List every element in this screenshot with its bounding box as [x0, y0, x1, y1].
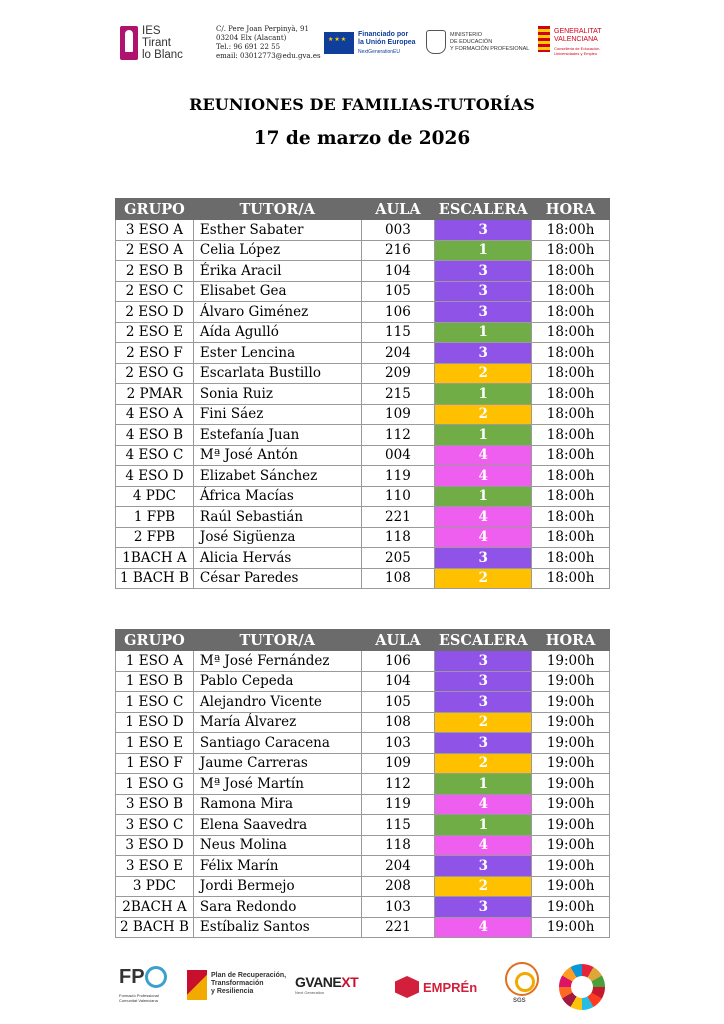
hora-cell: 18:00h [532, 384, 610, 405]
hora-cell: 19:00h [532, 876, 610, 897]
ministry-logo: MINISTERIO DE EDUCACIÓN Y FORMACIÓN PROFESIONAL [426, 28, 536, 58]
hora-cell: 19:00h [532, 815, 610, 836]
hora-cell: 19:00h [532, 692, 610, 713]
tutor-cell: Santiago Caracena [193, 733, 361, 754]
grupo-cell: 4 ESO A [116, 404, 194, 425]
table-row [116, 712, 610, 733]
table-header-row [116, 199, 610, 220]
table-row [116, 671, 610, 692]
hora-cell: 18:00h [532, 240, 610, 261]
eu-flag-icon [324, 32, 354, 54]
tutor-cell: Pablo Cepeda [193, 671, 361, 692]
tutor-cell: Estíbaliz Santos [193, 917, 361, 938]
table-row [116, 322, 610, 343]
aula-cell: 216 [361, 240, 435, 261]
table-row [116, 835, 610, 856]
aula-cell: 115 [361, 815, 435, 836]
tutor-cell: Elizabet Sánchez [193, 466, 361, 487]
grupo-cell: 3 ESO D [116, 835, 194, 856]
generalitat-logo: GENERALITAT VALENCIANA Conselleria de Educación, Universidades y Empleo [538, 26, 610, 60]
escalera-cell: 2 [435, 712, 532, 733]
col-header-tutor: TUTOR/A [193, 199, 361, 220]
tutor-cell: África Macías [193, 486, 361, 507]
aula-cell: 208 [361, 876, 435, 897]
grupo-cell: 2 ESO E [116, 322, 194, 343]
hora-cell: 18:00h [532, 548, 610, 569]
tutor-cell: César Paredes [193, 568, 361, 589]
hora-cell: 18:00h [532, 343, 610, 364]
grupo-cell: 1 BACH B [116, 568, 194, 589]
hora-cell: 19:00h [532, 753, 610, 774]
grupo-cell: 1 ESO F [116, 753, 194, 774]
recovery-plan-mark-icon [187, 970, 207, 1000]
tutor-cell: Érika Aracil [193, 261, 361, 282]
aula-cell: 004 [361, 445, 435, 466]
table-row [116, 753, 610, 774]
grupo-cell: 1 ESO C [116, 692, 194, 713]
hora-cell: 18:00h [532, 322, 610, 343]
escalera-cell: 3 [435, 548, 532, 569]
gvanext-logo: GVANEXT Next Generation [295, 974, 359, 995]
table-row [116, 527, 610, 548]
aula-cell: 221 [361, 507, 435, 528]
col-header-grupo: GRUPO [116, 199, 194, 220]
page-title: REUNIONES DE FAMILIAS-TUTORÍAS [189, 95, 535, 114]
tutor-cell: Alicia Hervás [193, 548, 361, 569]
grupo-cell: 2 ESO F [116, 343, 194, 364]
table-row [116, 240, 610, 261]
table-row [116, 261, 610, 282]
aula-cell: 104 [361, 261, 435, 282]
table-row [116, 548, 610, 569]
hora-cell: 18:00h [532, 507, 610, 528]
grupo-cell: 2 PMAR [116, 384, 194, 405]
hora-cell: 19:00h [532, 712, 610, 733]
hora-cell: 18:00h [532, 281, 610, 302]
tutor-cell: Mª José Martín [193, 774, 361, 795]
aula-cell: 108 [361, 712, 435, 733]
tutor-cell: Sara Redondo [193, 897, 361, 918]
aula-cell: 118 [361, 527, 435, 548]
escalera-cell: 1 [435, 425, 532, 446]
table-row [116, 774, 610, 795]
tutor-cell: Sonia Ruiz [193, 384, 361, 405]
empren-logo: EMPRÉn [395, 974, 477, 1002]
tutor-cell: José Sigüenza [193, 527, 361, 548]
tutor-cell: Escarlata Bustillo [193, 363, 361, 384]
hora-cell: 18:00h [532, 425, 610, 446]
aula-cell: 105 [361, 692, 435, 713]
table-row [116, 404, 610, 425]
aula-cell: 204 [361, 343, 435, 364]
grupo-cell: 3 ESO B [116, 794, 194, 815]
tutor-cell: Raúl Sebastián [193, 507, 361, 528]
escalera-cell: 3 [435, 856, 532, 877]
escalera-cell: 2 [435, 404, 532, 425]
hora-cell: 18:00h [532, 261, 610, 282]
grupo-cell: 1 ESO A [116, 651, 194, 672]
aula-cell: 106 [361, 651, 435, 672]
hora-cell: 19:00h [532, 897, 610, 918]
schedule-table-19h [115, 629, 610, 938]
escalera-cell: 1 [435, 486, 532, 507]
tutor-cell: Mª José Fernández [193, 651, 361, 672]
school-logo-mark-icon [120, 26, 138, 60]
grupo-cell: 3 ESO C [116, 815, 194, 836]
aula-cell: 105 [361, 281, 435, 302]
col-header-tutor: TUTOR/A [193, 630, 361, 651]
col-header-grupo: GRUPO [116, 630, 194, 651]
hora-cell: 19:00h [532, 733, 610, 754]
tutor-cell: Aída Agulló [193, 322, 361, 343]
hora-cell: 18:00h [532, 527, 610, 548]
spain-crest-icon [426, 30, 446, 54]
tutor-cell: Ramona Mira [193, 794, 361, 815]
aula-cell: 109 [361, 753, 435, 774]
grupo-cell: 2 BACH B [116, 917, 194, 938]
grupo-cell: 1BACH A [116, 548, 194, 569]
aula-cell: 112 [361, 425, 435, 446]
aula-cell: 112 [361, 774, 435, 795]
table-row [116, 486, 610, 507]
hora-cell: 19:00h [532, 774, 610, 795]
col-header-hora: HORA [532, 630, 610, 651]
hora-cell: 19:00h [532, 671, 610, 692]
aula-cell: 209 [361, 363, 435, 384]
table-header-row [116, 630, 610, 651]
table-row [116, 692, 610, 713]
recovery-plan-logo: Plan de Recuperación, Transformación y Resiliencia [187, 970, 287, 1002]
school-logo [120, 26, 210, 62]
aula-cell: 110 [361, 486, 435, 507]
aula-cell: 119 [361, 794, 435, 815]
aula-cell: 215 [361, 384, 435, 405]
tutor-cell: Esther Sabater [193, 220, 361, 241]
hora-cell: 18:00h [532, 445, 610, 466]
escalera-cell: 3 [435, 692, 532, 713]
eu-funding-logo: ★★★ Financiado por la Unión Europea NextGenerationEU [324, 30, 419, 58]
escalera-cell: 2 [435, 753, 532, 774]
aula-cell: 103 [361, 897, 435, 918]
grupo-cell: 4 ESO C [116, 445, 194, 466]
hora-cell: 18:00h [532, 466, 610, 487]
table-row [116, 384, 610, 405]
grupo-cell: 4 ESO B [116, 425, 194, 446]
aula-cell: 221 [361, 917, 435, 938]
school-address: C/. Pere Joan Perpinyà, 91 03204 Elx (Alacant) Tel.: 96 691 22 55 email: 03012773@edu.gva.es [216, 25, 321, 60]
escalera-cell: 3 [435, 343, 532, 364]
grupo-cell: 1 ESO E [116, 733, 194, 754]
grupo-cell: 1 ESO D [116, 712, 194, 733]
table-row [116, 466, 610, 487]
table-row [116, 651, 610, 672]
table-row [116, 794, 610, 815]
tutor-cell: Neus Molina [193, 835, 361, 856]
header-logos [120, 22, 610, 64]
aula-cell: 104 [361, 671, 435, 692]
hora-cell: 19:00h [532, 917, 610, 938]
aula-cell: 106 [361, 302, 435, 323]
escalera-cell: 3 [435, 220, 532, 241]
table-row [116, 363, 610, 384]
schedule-table-18h [115, 198, 610, 589]
table-row [116, 815, 610, 836]
col-header-aula: AULA [361, 630, 435, 651]
escalera-cell: 1 [435, 774, 532, 795]
grupo-cell: 3 ESO A [116, 220, 194, 241]
escalera-cell: 3 [435, 733, 532, 754]
sdg-wheel-icon [559, 964, 605, 1010]
tutor-cell: Álvaro Giménez [193, 302, 361, 323]
escalera-cell: 2 [435, 876, 532, 897]
grupo-cell: 1 FPB [116, 507, 194, 528]
escalera-cell: 4 [435, 507, 532, 528]
col-header-aula: AULA [361, 199, 435, 220]
hora-cell: 18:00h [532, 486, 610, 507]
escalera-cell: 1 [435, 815, 532, 836]
table-row [116, 897, 610, 918]
grupo-cell: 3 PDC [116, 876, 194, 897]
hora-cell: 18:00h [532, 404, 610, 425]
escalera-cell: 2 [435, 363, 532, 384]
tutor-cell: Estefanía Juan [193, 425, 361, 446]
hora-cell: 18:00h [532, 302, 610, 323]
table-row [116, 568, 610, 589]
hora-cell: 19:00h [532, 794, 610, 815]
escalera-cell: 3 [435, 671, 532, 692]
tutor-cell: Fini Sáez [193, 404, 361, 425]
sgs-seal-icon [505, 962, 539, 996]
tutor-cell: Félix Marín [193, 856, 361, 877]
grupo-cell: 3 ESO E [116, 856, 194, 877]
hora-cell: 18:00h [532, 568, 610, 589]
grupo-cell: 4 ESO D [116, 466, 194, 487]
grupo-cell: 2 ESO A [116, 240, 194, 261]
grupo-cell: 4 PDC [116, 486, 194, 507]
school-logo-text: IES Tirant lo Blanc [142, 25, 183, 61]
grupo-cell: 2BACH A [116, 897, 194, 918]
fp-logo: FP Formació Professional Comunitat Valenciana [119, 966, 167, 1006]
escalera-cell: 4 [435, 794, 532, 815]
col-header-escalera: ESCALERA [435, 199, 532, 220]
table-row [116, 220, 610, 241]
aula-cell: 205 [361, 548, 435, 569]
grupo-cell: 1 ESO B [116, 671, 194, 692]
table-row [116, 302, 610, 323]
escalera-cell: 3 [435, 302, 532, 323]
hora-cell: 19:00h [532, 835, 610, 856]
aula-cell: 115 [361, 322, 435, 343]
table-row [116, 917, 610, 938]
grupo-cell: 2 ESO C [116, 281, 194, 302]
hora-cell: 19:00h [532, 856, 610, 877]
escalera-cell: 4 [435, 527, 532, 548]
aula-cell: 204 [361, 856, 435, 877]
tutor-cell: Elena Saavedra [193, 815, 361, 836]
escalera-cell: 1 [435, 384, 532, 405]
table-row [116, 507, 610, 528]
hora-cell: 18:00h [532, 220, 610, 241]
escalera-cell: 3 [435, 651, 532, 672]
table-row [116, 281, 610, 302]
escalera-cell: 4 [435, 917, 532, 938]
tutor-cell: Jordi Bermejo [193, 876, 361, 897]
tutor-cell: Alejandro Vicente [193, 692, 361, 713]
tutor-cell: Mª José Antón [193, 445, 361, 466]
valencia-crest-icon [538, 26, 550, 52]
hora-cell: 18:00h [532, 363, 610, 384]
escalera-cell: 4 [435, 466, 532, 487]
meeting-date: 17 de marzo de 2026 [253, 128, 471, 149]
grupo-cell: 1 ESO G [116, 774, 194, 795]
aula-cell: 103 [361, 733, 435, 754]
escalera-cell: 2 [435, 568, 532, 589]
table-row [116, 425, 610, 446]
tutor-cell: Ester Lencina [193, 343, 361, 364]
grupo-cell: 2 FPB [116, 527, 194, 548]
table-row [116, 856, 610, 877]
table-row [116, 733, 610, 754]
table-row [116, 343, 610, 364]
escalera-cell: 1 [435, 240, 532, 261]
table-row [116, 876, 610, 897]
sgs-certification-logo: SGS [503, 962, 541, 1010]
hora-cell: 19:00h [532, 651, 610, 672]
tutor-cell: Elisabet Gea [193, 281, 361, 302]
grupo-cell: 2 ESO B [116, 261, 194, 282]
aula-cell: 108 [361, 568, 435, 589]
fp-ring-icon [145, 966, 167, 988]
grupo-cell: 2 ESO G [116, 363, 194, 384]
aula-cell: 118 [361, 835, 435, 856]
table-row [116, 445, 610, 466]
tutor-cell: María Álvarez [193, 712, 361, 733]
aula-cell: 003 [361, 220, 435, 241]
escalera-cell: 1 [435, 322, 532, 343]
escalera-cell: 3 [435, 281, 532, 302]
escalera-cell: 4 [435, 835, 532, 856]
escalera-cell: 3 [435, 261, 532, 282]
grupo-cell: 2 ESO D [116, 302, 194, 323]
escalera-cell: 4 [435, 445, 532, 466]
aula-cell: 109 [361, 404, 435, 425]
empren-cube-icon [395, 976, 419, 998]
col-header-escalera: ESCALERA [435, 630, 532, 651]
footer-logos [115, 962, 610, 1012]
aula-cell: 119 [361, 466, 435, 487]
tutor-cell: Jaume Carreras [193, 753, 361, 774]
tutor-cell: Celia López [193, 240, 361, 261]
escalera-cell: 3 [435, 897, 532, 918]
col-header-hora: HORA [532, 199, 610, 220]
